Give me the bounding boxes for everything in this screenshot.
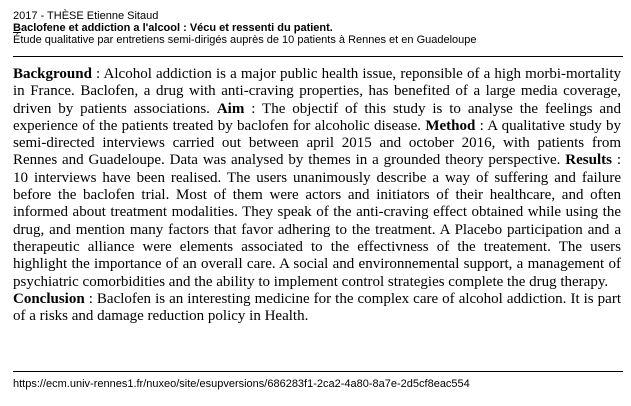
top-divider <box>13 56 623 57</box>
method-text: : A qualitative study by semi-directed interviews carried out between april 2015 and october 2016, with patients from Rennes and Guadeloupe. Data was analysed by themes in a grounded theory perspective. <box>13 117 621 169</box>
title-rest: aclofene et addiction a l'alcool : Vécu et ressenti du patient. <box>20 22 333 34</box>
document-header <box>13 10 623 46</box>
background-text: : Alcohol addiction is a major public health issue, reponsible of a high morbi-mortality in France. Baclofen, a drug with anti-craving properties, has benefited of a large media coverage, driven by patients associations. <box>13 66 621 117</box>
abstract-text <box>13 66 621 325</box>
results-label: Results <box>565 152 612 169</box>
method-label: Method <box>425 117 476 134</box>
thesis-subtitle: Étude qualitative par entretiens semi-dirigés auprès de 10 patients à Rennes et en Guadeloupe <box>13 34 477 46</box>
aim-label: Aim <box>216 100 245 117</box>
aim-text: : The objectif of this study is to analyse the feelings and experience of the patients treated by baclofen for alcoholic disease. <box>13 100 621 134</box>
title-first-letter: B <box>13 22 21 34</box>
background-label: Background <box>13 66 92 82</box>
thesis-title <box>13 22 623 34</box>
source-url[interactable]: https://ecm.univ-rennes1.fr/nuxeo/site/esupversions/686283f1-2ca2-4a80-8a7e-2d5cf8eac554 <box>13 378 470 390</box>
thesis-line: 2017 - THÈSE Etienne Sitaud <box>13 10 159 22</box>
conclusion-label: Conclusion <box>13 290 85 307</box>
bottom-divider <box>13 371 623 372</box>
results-text: : 10 interviews have been realised. The users unanimously describe a way of suffering and failure before the baclofen trial. Most of them were actors and initiators of their healthcare, and often informed about treatment modalities. They speak of the anti-craving effect obtained while using the drug, and mention many factors that favor adhering to the treatment. A Placebo participation and a therapeutic alliance were elements associated to the effectivness of the treatement. The users highlight the importance of an overall care. A social and environnemental support, a management of psychiatric comorbidities and the ability to implement control strategies complete the drug therapy. <box>13 152 622 290</box>
conclusion-text: : Baclofen is an interesting medicine for the complex care of alcohol addiction. It is part of a risks and damage reduction policy in Health. <box>13 290 621 325</box>
